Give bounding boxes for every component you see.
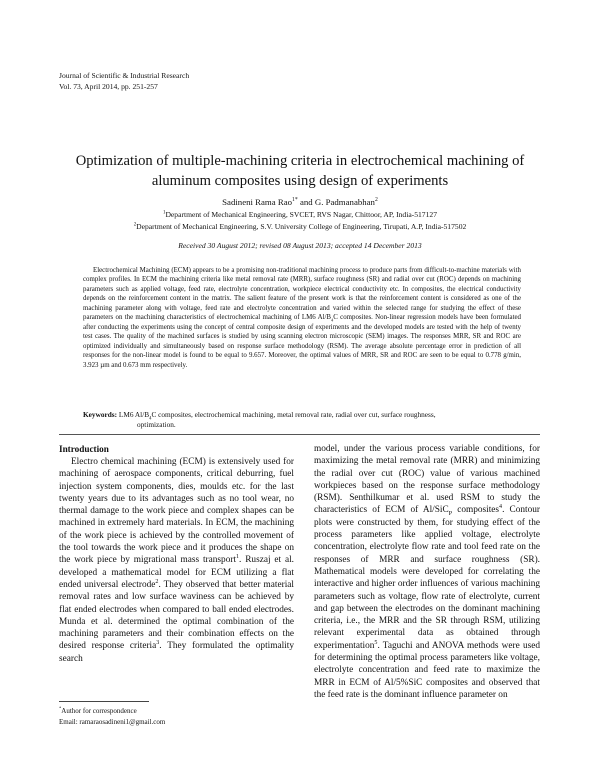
footnote-mark: * bbox=[59, 705, 62, 711]
keywords-line-2: optimization. bbox=[137, 420, 176, 429]
keywords-part-1: LM6 Al/B bbox=[117, 410, 150, 419]
ref-4: 4 bbox=[499, 504, 503, 511]
keywords-part-2: C composites, electrochemical machining, metal removal rate, radial over cut, surface roughness, bbox=[151, 410, 436, 419]
affiliations bbox=[40, 209, 560, 232]
received-dates: Received 30 August 2012; revised 08 August 2013; accepted 14 December 2013 bbox=[178, 241, 422, 250]
journal-volume: Vol. 73, April 2014, pp. 251-257 bbox=[59, 82, 158, 91]
author-1-marks: 1* bbox=[292, 197, 298, 204]
affiliation-1-mark: 1 bbox=[162, 210, 166, 216]
journal-name: Journal of Scientific & Industrial Research bbox=[59, 71, 190, 80]
author-separator: and bbox=[297, 197, 315, 207]
keywords-label: Keywords: bbox=[83, 410, 118, 419]
introduction-heading: Introduction bbox=[59, 444, 109, 454]
sic-subscript: P bbox=[448, 511, 453, 518]
intro-right-column: model, under the various process variable conditions, for maximizing the metal removal rate (MRR) and minimizing the radial over cut (ROC) value of various machined workpieces based on the response surface methodology (RSM). Senthilkumar et al. used RSM to study the characteristics of ECM of Al/SiC$_P$ composites$^4$. Contour plots were constructed by them, for studying effect of the process parameters like applied voltage, electrolyte concentration, electrolyte flow rate and tool feed rate on the responses of MRR and surface roughness (SR). Mathematical models were developed for correlating the interactive and higher order influences of various machining parameters such as voltage, flow rate of electrolyte, current and gap between the electrodes on the dominant machining criteria, i.e., the MRR and the SR through RSM, utilizing relevant experimental data as obtained through experimentation$^5$. Taguchi and ANOVA methods were used for determining the optimal process parameters like voltage, electrolyte concentration and feed rate to maximize the MRR in ECM of Al/5%SiC composites and observed that the feed rate is the dominant influence parameter on bbox=[314, 444, 541, 700]
ref-5: 5 bbox=[374, 639, 378, 646]
footnote-correspondence: *Author for correspondence bbox=[59, 705, 137, 715]
affiliation-2-mark: 2 bbox=[133, 221, 137, 227]
footnote bbox=[59, 706, 165, 728]
section-divider bbox=[59, 434, 540, 435]
author-line bbox=[40, 196, 560, 208]
affiliation-1: $^1$Department of Mechanical Engineering, SVCET, RVS Nagar, Chittoor, AP, India-517127 bbox=[162, 210, 437, 219]
ref-3: 3 bbox=[156, 640, 160, 647]
affiliation-2: $^2$Department of Mechanical Engineering, S.V. University College of Engineering, Tirupati, A.P, India-517502 bbox=[133, 221, 467, 231]
author-1: Sadineni Rama Rao bbox=[222, 197, 293, 207]
intro-left-column: Electro chemical machining (ECM) is extensively used for machining of aerospace components, critical deburring, fuel injection system components, dies, moulds etc. for the last twenty years due to its advantages such as no tool wear, no thermal damage to the work piece and complex shapes can be machined in extremely hard materials. In ECM, the machining of the work piece is achieved by the controlled movement of the tool towards the work piece and it produces the shape on the work piece by migrational mass transport$^1$. Ruszaj et al. developed a mathematical model for ECM utilizing a flat ended universal electrode$^2$. They observed that better material removal rates and low surface waviness can be achieved by flat ended electrodes when compared to ball ended electrodes. Munda et al. determined the optimal combination of the machining parameters and their combination effects on the desired response criteria$^3$. They formulated the optimality search bbox=[59, 457, 294, 664]
abstract-part-2: C composites. Non-linear regression models have been formulated after conducting the experiments using the concept of central composite design of experiments and the developed models are tested with the help of twenty test cases. The quality of the machined surfaces is studied by using scanning electron microscopic (SEM) images. The responses MRR, SR and ROC are optimized individually and simultaneously based on response surface methodology (RSM). The average absolute percentage error in prediction of all responses for the non-linear model is found to be equal to 9.657. Moreover, the optimal values of MRR, SR and ROC are seen to be equal to 0.778 g/min, 3.923 µm and 0.673 mm respectively. bbox=[83, 314, 521, 369]
footnote-divider bbox=[59, 701, 149, 702]
title-line-2: aluminum composites using design of experiments bbox=[151, 173, 449, 189]
ref-1: 1 bbox=[236, 554, 240, 561]
journal-header bbox=[59, 70, 189, 92]
title-line-1: Optimization of multiple-machining criteria in electrochemical machining of bbox=[75, 153, 525, 169]
author-2: G. Padmanabhan bbox=[314, 197, 375, 207]
ref-2: 2 bbox=[155, 578, 159, 585]
keywords bbox=[83, 410, 521, 430]
abstract-part-1: Electrochemical Machining (ECM) appears to be a promising non-traditional machining process to produce parts from difficult-to-machine materials with complex profiles. In ECM the machining criteria like metal removal rate (MRR), surface roughness (SR) and radial over cut (ROC) depends on machining parameters such as applied voltage, feed rate, electrolyte concentration, workpiece electrical conductivity etc. In composites, the electrical conductivity depends on the reinforcement content in the matrix. The salient feature of the present work is that the reinforcement content is considered as one of the machining parameter along with voltage, feed rate and electrolyte concentration and varied within the selected range for studying the effect of these parameters on the machining characteristics of electrochemical machining of LM6 Al/B bbox=[83, 267, 521, 322]
keywords-subscript: 4 bbox=[149, 416, 152, 422]
article-title bbox=[40, 151, 560, 191]
author-2-marks: 2 bbox=[374, 197, 378, 204]
abstract bbox=[83, 266, 521, 370]
abstract-subscript: 4 bbox=[331, 317, 334, 323]
footnote-email: Email: ramaraosadineni1@gmail.com bbox=[59, 718, 166, 726]
